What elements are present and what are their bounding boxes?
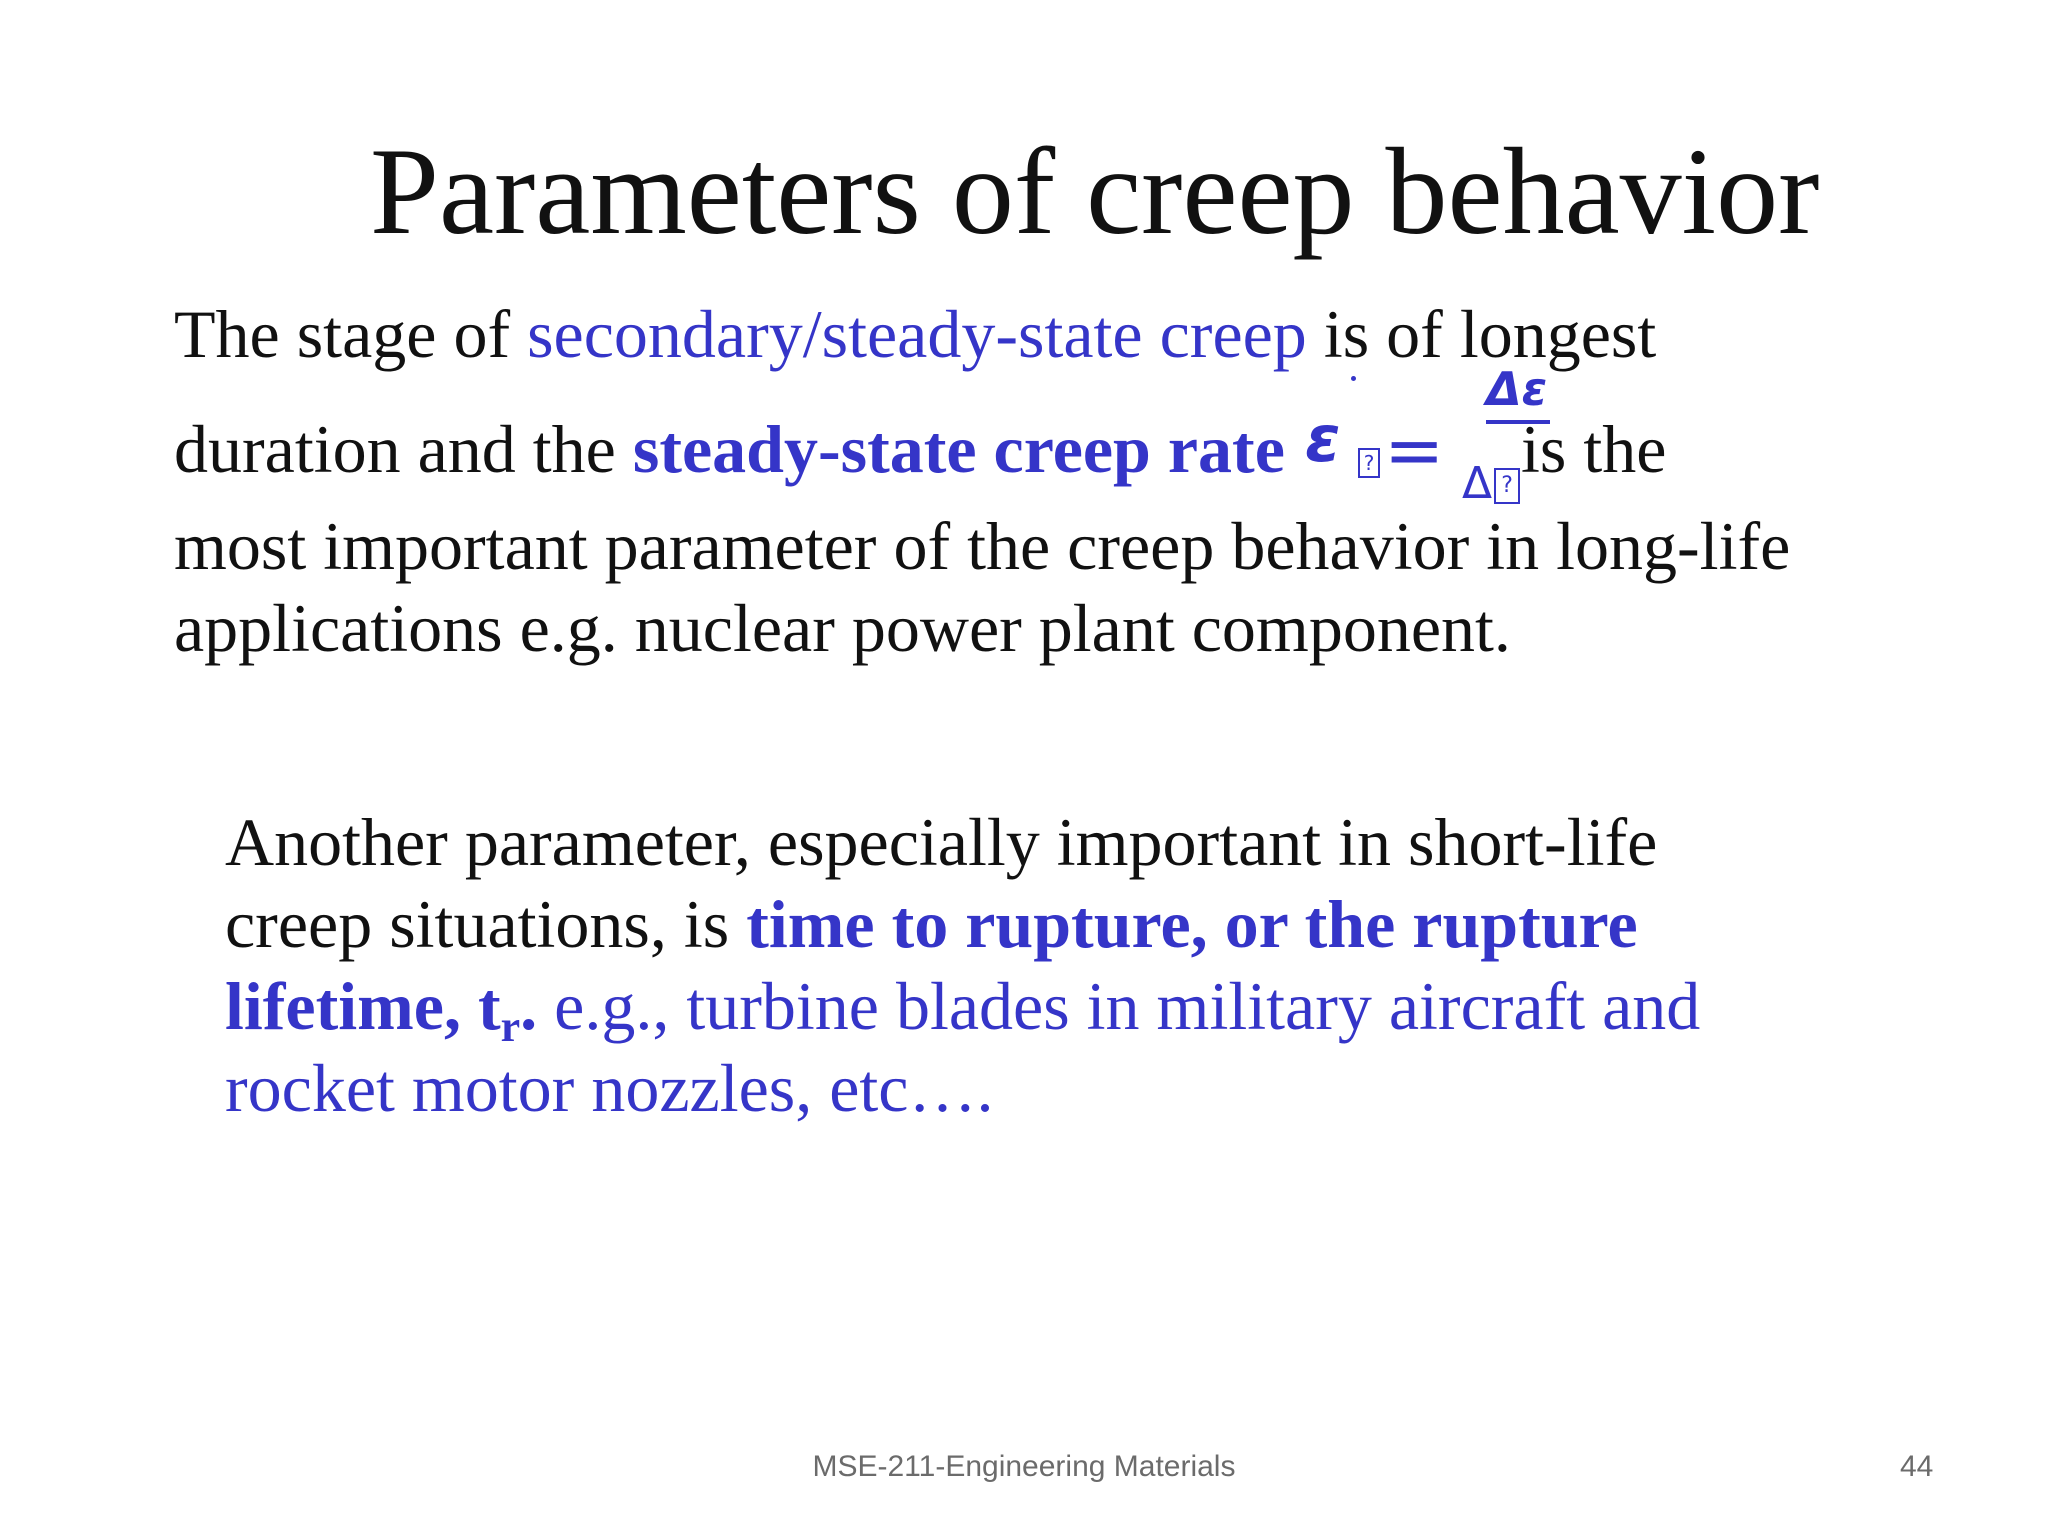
- equation-equals: =: [1384, 408, 1445, 492]
- equation-denominator: [1462, 458, 1520, 509]
- equation-denominator-text: Δ: [1462, 458, 1493, 509]
- p1-l1-suffix: is of longest: [1306, 296, 1657, 372]
- p2-l2-prefix: creep situations, is: [225, 886, 747, 962]
- paragraph1-line3: most important parameter of the creep behavior in long-life: [174, 508, 1791, 584]
- paragraph1-line1: [174, 296, 1657, 372]
- equation-numerator-text: Δε: [1486, 362, 1548, 416]
- p1-l2-prefix: duration and the: [174, 411, 633, 487]
- p2-l3-highlight: lifetime, t: [225, 968, 501, 1044]
- slide-title: Parameters of creep behavior: [370, 123, 1820, 260]
- p1-l2-suffix: is the: [1521, 411, 1667, 487]
- p2-l3-subscript: r: [500, 1002, 521, 1051]
- p2-l3-highlight-end: .: [520, 968, 538, 1044]
- equation-denominator-box: ?: [1494, 468, 1520, 504]
- page-number: 44: [1900, 1450, 1934, 1483]
- slide-footer: MSE-211-Engineering Materials: [812, 1450, 1236, 1483]
- p1-l1-prefix: The stage of: [174, 296, 528, 372]
- paragraph1-line2: [174, 411, 1285, 487]
- paragraph2-line1: Another parameter, especially important in short-life: [225, 804, 1658, 880]
- p2-l2-highlight: time to rupture, or the rupture: [746, 886, 1638, 962]
- paragraph2-line2: [225, 886, 1638, 962]
- equation-dot: [1351, 376, 1356, 381]
- equation-numerator: [1486, 362, 1548, 416]
- paragraph2-line4: rocket motor nozzles, etc….: [225, 1050, 994, 1126]
- p2-l3-rest: e.g., turbine blades in military aircraft and: [537, 968, 1701, 1044]
- equation-epsilon: ε: [1305, 403, 1341, 477]
- paragraph1-line4: applications e.g. nuclear power plant component.: [174, 590, 1511, 666]
- equation-subscript-box: ?: [1358, 448, 1380, 478]
- p1-l1-highlight: secondary/steady-state creep: [527, 296, 1307, 372]
- paragraph2-line3: [225, 968, 1701, 1051]
- p1-l2-highlight: steady-state creep rate: [632, 411, 1285, 487]
